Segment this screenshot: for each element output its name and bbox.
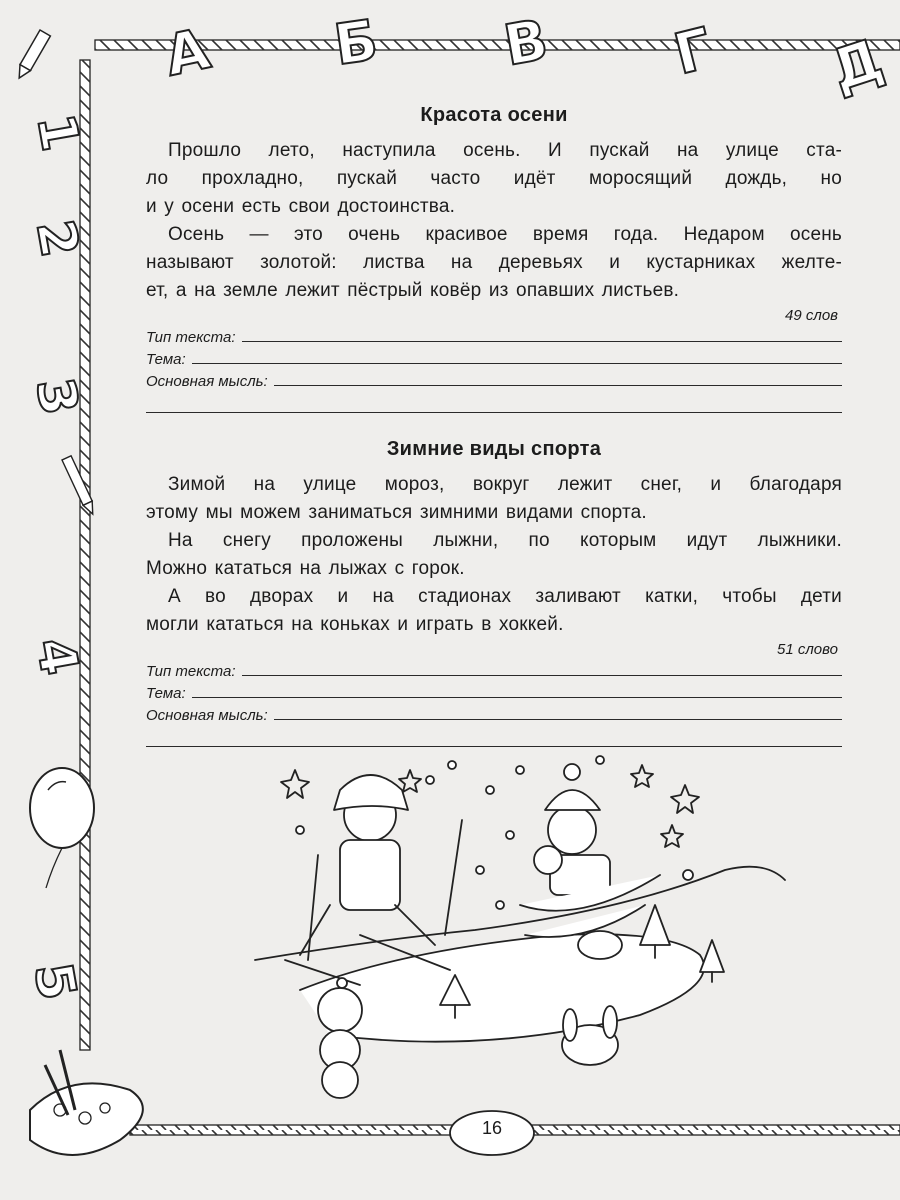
cat-figure — [578, 931, 622, 959]
field-label: Тема: — [146, 685, 186, 702]
field-label: Тема: — [146, 351, 186, 368]
answer-line[interactable] — [192, 363, 842, 364]
answer-line[interactable] — [192, 697, 842, 698]
text-line: Можно кататься на лыжах с горок. — [146, 558, 465, 579]
frame-number: 2 — [24, 215, 90, 262]
frame-letter: Б — [330, 8, 382, 79]
text-line: называют золотой: листва на деревьях и кустарниках желте- — [146, 252, 842, 273]
text-line: Зимой на улице мороз, вокруг лежит снег, и благодаря — [168, 474, 842, 495]
field-label: Основная мысль: — [146, 707, 268, 724]
frame-number: 1 — [24, 109, 91, 156]
frame-letter: В — [499, 7, 553, 80]
answer-line[interactable] — [274, 385, 842, 386]
text-type-field[interactable] — [146, 324, 842, 346]
answer-line[interactable] — [146, 724, 842, 747]
text-line: На снегу проложены лыжни, по которым идут лыжники. — [168, 530, 842, 551]
text-line: Прошло лето, наступила осень. И пускай на улице ста- — [168, 140, 842, 161]
pencil-icon — [14, 30, 50, 81]
frame-letter: Г — [668, 16, 719, 88]
frame-number: 3 — [23, 373, 90, 420]
story-2-title: Зимние виды спорта — [386, 438, 602, 460]
field-label: Основная мысль: — [146, 373, 268, 390]
topic-field[interactable] — [146, 680, 842, 702]
frame-number: 4 — [23, 633, 90, 680]
text-line: ет, а на земле лежит пёстрый ковёр из опавших листьев. — [146, 280, 680, 301]
text-line: Осень — это очень красивое время года. Недаром осень — [168, 224, 842, 245]
field-label: Тип текста: — [146, 329, 236, 346]
word-count: 51 слово — [777, 641, 838, 658]
winter-illustration — [255, 756, 785, 1098]
text-line: А во дворах и на стадионах заливают катки, чтобы дети — [168, 586, 842, 607]
text-line: могли кататься на коньках и играть в хоккей. — [146, 614, 564, 635]
text-line: этому мы можем заниматься зимними видами спорта. — [146, 502, 647, 523]
answer-line[interactable] — [242, 675, 842, 676]
text-line: ло прохладно, пускай часто идёт моросящий дождь, но — [146, 168, 842, 189]
answer-line[interactable] — [146, 390, 842, 413]
top-rope-border — [95, 40, 900, 50]
left-rope-border — [80, 60, 90, 1050]
frame-number: 5 — [21, 958, 88, 1005]
text-type-field[interactable] — [146, 658, 842, 680]
story-1 — [146, 104, 842, 413]
tree-icon — [700, 940, 724, 982]
frame-letter: Д — [823, 26, 891, 105]
palette-icon — [30, 1050, 143, 1155]
story-1-title: Красота осени — [420, 104, 568, 126]
page-number: 16 — [481, 1118, 503, 1138]
story-2 — [146, 438, 842, 747]
answer-line[interactable] — [242, 341, 842, 342]
field-label: Тип текста: — [146, 663, 236, 680]
main-idea-field[interactable] — [146, 702, 842, 724]
main-idea-field[interactable] — [146, 368, 842, 390]
topic-field[interactable] — [146, 346, 842, 368]
answer-line[interactable] — [274, 719, 842, 720]
text-line: и у осени есть свои достоинства. — [146, 196, 456, 217]
snowman-figure — [318, 978, 362, 1098]
word-count: 49 слов — [785, 307, 838, 324]
frame-letter: А — [159, 16, 216, 90]
